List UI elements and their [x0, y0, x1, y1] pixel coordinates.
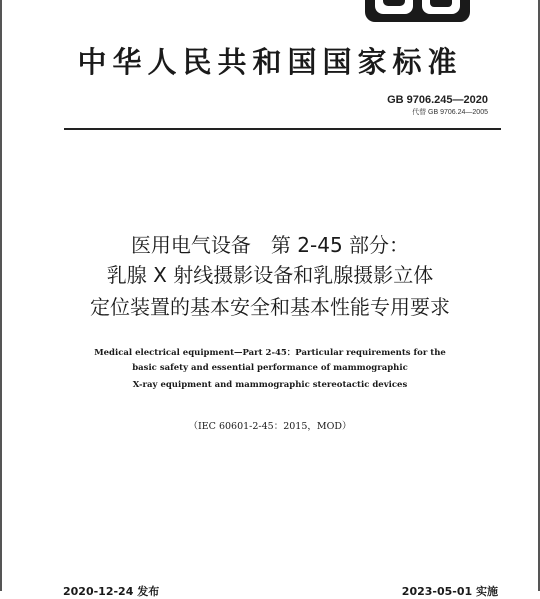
chinese-title-line-2: 乳腺 X 射线摄影设备和乳腺摄影立体 — [106, 263, 434, 287]
english-title-line-1: Medical electrical equipment—Part 2-45：Particular requirements for the — [94, 348, 446, 358]
chinese-title-line-3: 定位装置的基本安全和基本性能专用要求 — [90, 295, 450, 319]
chinese-title-line-1: 医用电气设备 第 2-45 部分： — [130, 233, 410, 257]
publish-date: 2020-12-24 发布 — [63, 585, 160, 598]
standard-number: GB 9706.245—2020 — [387, 94, 488, 106]
english-title-line-3: X-ray equipment and mammographic stereotactic devices — [132, 380, 408, 390]
header-divider — [64, 128, 501, 130]
gb-logo-icon — [365, 0, 470, 22]
iec-reference: （IEC 60601-2-45：2015，MOD） — [188, 421, 352, 432]
replaces-note: 代替 GB 9706.24—2005 — [412, 109, 488, 116]
implement-date: 2023-05-01 实施 — [401, 585, 498, 598]
standard-title: 中华人民共和国国家标准 — [77, 45, 463, 79]
english-title-line-2: basic safety and essential performance of mammographic — [132, 363, 408, 373]
